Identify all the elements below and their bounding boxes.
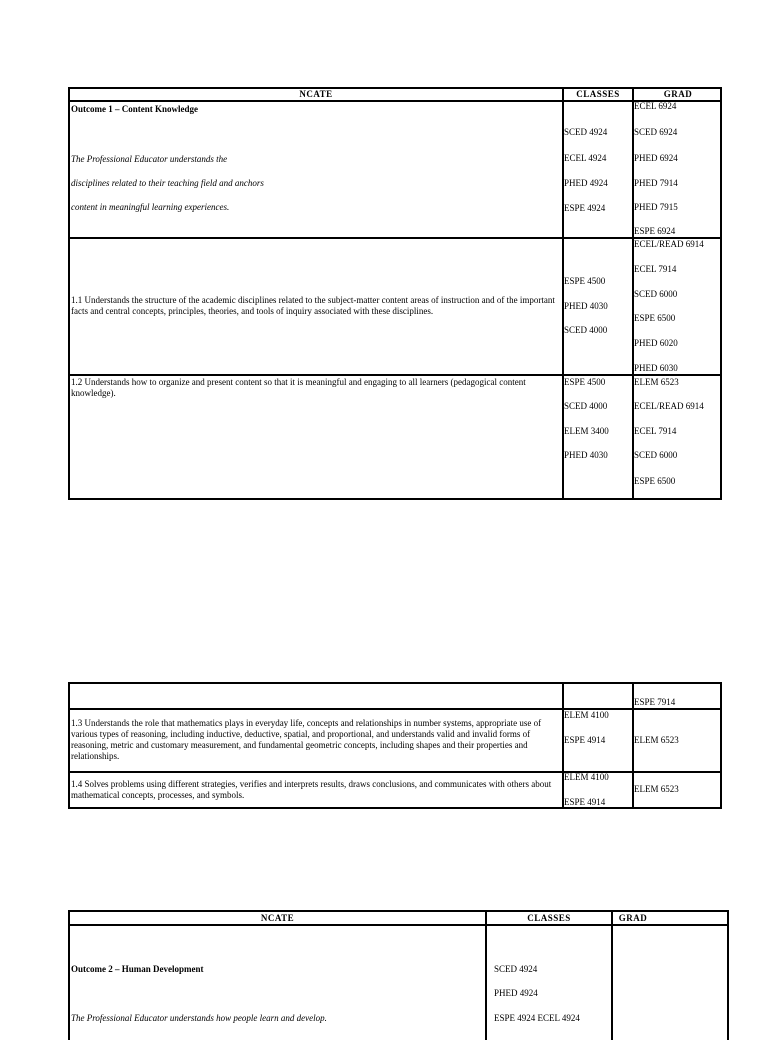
outcome-description: The Professional Educator understands how people learn and develop.	[71, 1013, 327, 1023]
grad-code: ELEM 6523	[634, 735, 679, 745]
row-divider	[70, 708, 720, 710]
class-code: ESPE 4924	[564, 203, 606, 213]
ncate-table-outcome-2	[68, 910, 729, 1040]
class-code: ESPE 4924 ECEL 4924	[494, 1013, 580, 1023]
class-code: ECEL 4924	[564, 153, 607, 163]
row-divider	[70, 374, 720, 376]
ncate-table-continued	[68, 682, 722, 809]
class-code: ESPE 4914	[564, 797, 606, 807]
standard-1-3-text: 1.3 Understands the role that mathematics plays in everyday life, concepts and relationships in number systems, appropriate use of various types of reasoning, including inductive, deductive, spatial, and proportional, and understands valid and invalid forms of reasoning, metric and customary measurement, and fundamental geometric concepts, including shapes and their properties and relationships.	[71, 718, 542, 761]
class-code: ELEM 4100	[564, 772, 609, 782]
class-code: ESPE 4500	[564, 377, 606, 387]
class-code: ELEM 3400	[564, 426, 609, 436]
grad-code: PHED 6030	[634, 363, 678, 373]
row-divider	[70, 771, 720, 773]
grad-code: ECEL 7914	[634, 426, 677, 436]
grad-code: ECEL 7914	[634, 264, 677, 274]
outcome-description-line: disciplines related to their teaching field and anchors	[71, 178, 264, 188]
outcome-title: Outcome 2 – Human Development	[71, 964, 204, 974]
header-ncate: NCATE	[260, 913, 295, 923]
class-code: PHED 4030	[564, 301, 608, 311]
class-code: SCED 4924	[494, 964, 538, 974]
column-divider-classes	[485, 912, 487, 1040]
header-grad: GRAD	[618, 913, 648, 923]
grad-code: PHED 7915	[634, 202, 678, 212]
class-code: SCED 4000	[564, 401, 608, 411]
class-code: SCED 4924	[564, 127, 608, 137]
standard-1-4-text: 1.4 Solves problems using different strategies, verifies and interprets results, draws conclusions, and communicates with others about mathematical concepts, processes, and symbols.	[71, 779, 552, 800]
grad-code: ELEM 6523	[634, 784, 679, 794]
column-divider-grad	[611, 912, 613, 1040]
outcome-description-line: content in meaningful learning experiences.	[71, 202, 230, 212]
class-code: PHED 4924	[564, 178, 608, 188]
grad-code: SCED 6924	[634, 127, 678, 137]
class-code: SCED 4000	[564, 325, 608, 335]
outcome-title: Outcome 1 – Content Knowledge	[71, 104, 198, 114]
header-divider	[70, 924, 727, 926]
ncate-table-outcome-1	[68, 87, 722, 500]
row-divider	[70, 237, 720, 239]
header-classes: CLASSES	[527, 913, 571, 923]
grad-code: SCED 6000	[634, 289, 678, 299]
header-divider	[70, 100, 720, 102]
grad-code: ESPE 6500	[634, 313, 676, 323]
class-code: ELEM 4100	[564, 710, 609, 720]
grad-code: PHED 6924	[634, 153, 678, 163]
grad-code: ECEL 6924	[634, 101, 677, 111]
header-grad: GRAD	[663, 89, 693, 99]
standard-1-1-text: 1.1 Understands the structure of the academic disciplines related to the subject-matter content areas of instruction and of the important facts and central concepts, principles, theories, and tools of inquiry associated with these disciplines.	[71, 295, 555, 316]
class-code: PHED 4030	[564, 450, 608, 460]
class-code: PHED 4924	[494, 988, 538, 998]
class-code: ESPE 4500	[564, 276, 606, 286]
grad-code: ESPE 6924	[634, 226, 676, 236]
grad-code: ECEL/READ 6914	[634, 401, 704, 411]
grad-code: PHED 7914	[634, 178, 678, 188]
outcome-description-line: The Professional Educator understands the	[71, 154, 228, 164]
grad-code: SCED 6000	[634, 450, 678, 460]
grad-code: PHED 6020	[634, 338, 678, 348]
grad-code: ESPE 6500	[634, 476, 676, 486]
grad-code: ESPE 7914	[634, 697, 676, 707]
header-classes: CLASSES	[576, 89, 620, 99]
grad-code: ELEM 6523	[634, 377, 679, 387]
standard-1-2-text: 1.2 Understands how to organize and present content so that it is meaningful and engaging to all learners (pedagogical content knowledge).	[71, 377, 526, 398]
grad-code: ECEL/READ 6914	[634, 239, 704, 249]
header-ncate: NCATE	[299, 89, 333, 99]
class-code: ESPE 4914	[564, 735, 606, 745]
